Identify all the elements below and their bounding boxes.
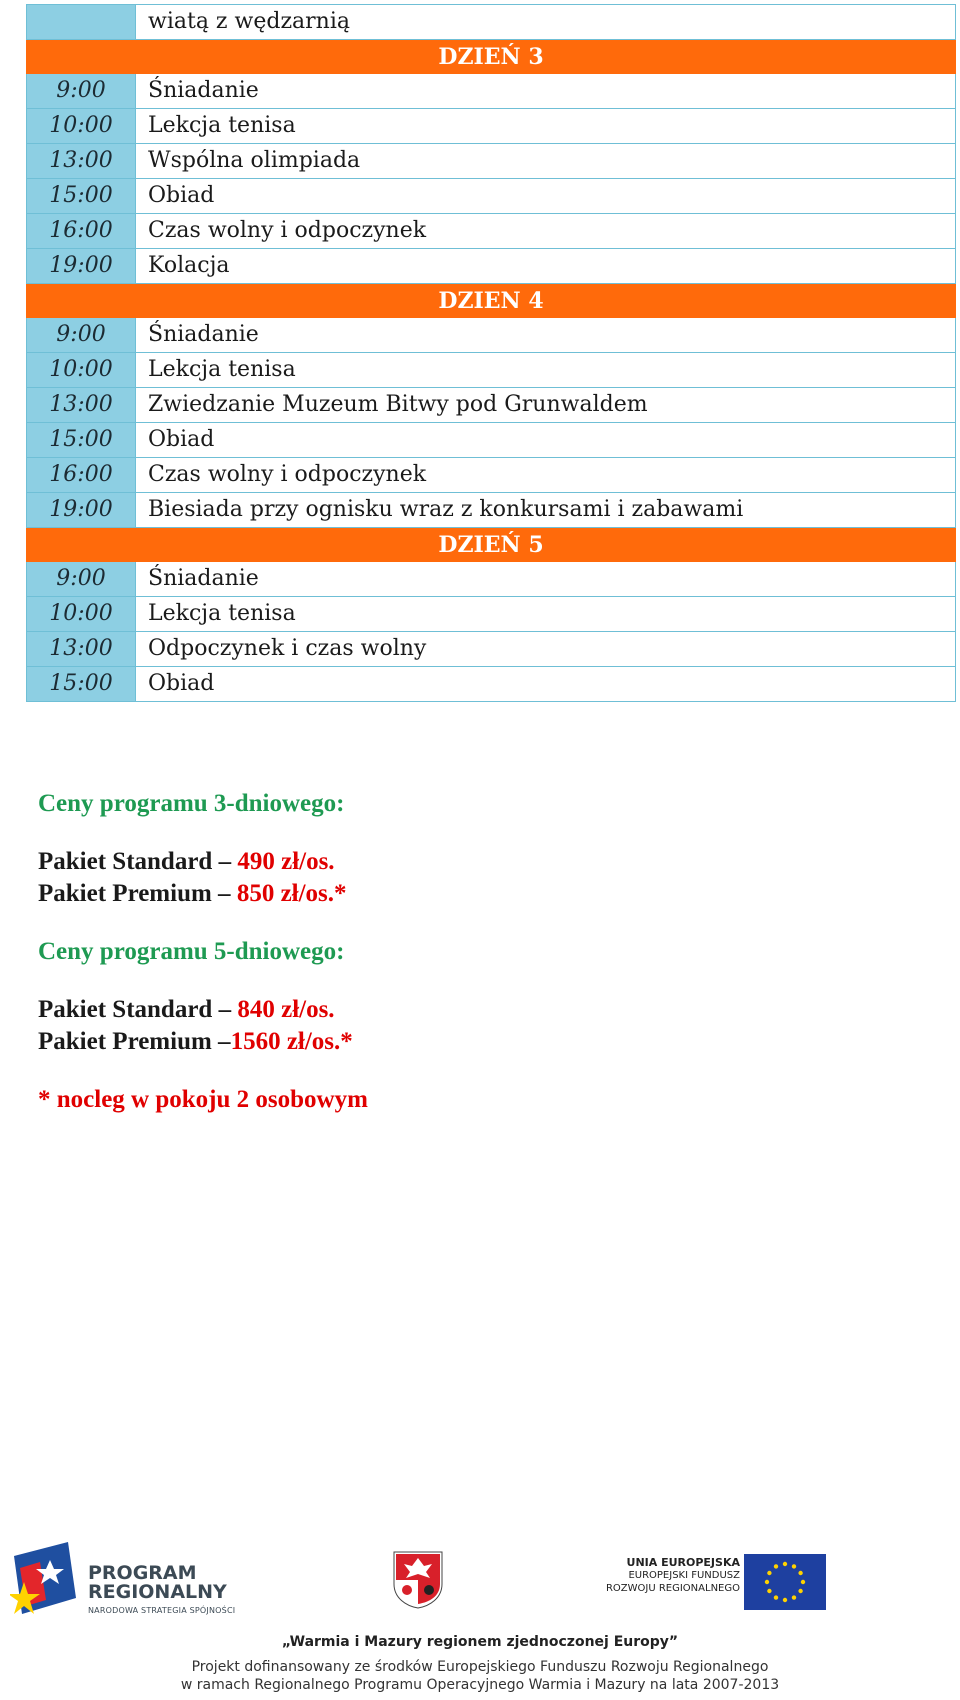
price-heading-3day: Ceny programu 3-dniowego: — [38, 790, 345, 817]
activity-cell: Zwiedzanie Muzeum Bitwy pod Grunwaldem — [136, 388, 956, 423]
time-cell: 9:00 — [27, 74, 136, 109]
cofinancing-line2: w ramach Regionalnego Programu Operacyjnego Warmia i Mazury na lata 2007-2013 — [180, 1677, 780, 1693]
time-cell: 9:00 — [27, 562, 136, 597]
time-cell: 15:00 — [27, 179, 136, 214]
time-cell: 13:00 — [27, 144, 136, 179]
activity-cell: Śniadanie — [136, 318, 956, 353]
cofinancing-line1: Projekt dofinansowany ze środków Europejskiego Funduszu Rozwoju Regionalnego — [191, 1659, 769, 1675]
activity-cell: Obiad — [136, 667, 956, 702]
day-header: DZIEŃ 5 — [27, 528, 956, 562]
day-header-row — [27, 40, 956, 74]
price-value: 850 zł/os.* — [236, 880, 347, 907]
schedule-row — [27, 597, 956, 632]
package-label: Pakiet Standard – — [38, 848, 238, 875]
schedule-row — [27, 667, 956, 702]
day-header-row — [27, 528, 956, 562]
time-cell: 13:00 — [27, 632, 136, 667]
eu-star — [767, 1571, 771, 1575]
schedule-row — [27, 562, 956, 597]
package-label: Pakiet Premium – — [38, 880, 237, 907]
schedule-row — [27, 493, 956, 528]
activity-cell: Biesiada przy ognisku wraz z konkursami i zabawami — [136, 493, 956, 528]
day-header-row — [27, 284, 956, 318]
eu-fund-line1: EUROPEJSKI FUNDUSZ — [628, 1570, 740, 1581]
eu-fund-line2: ROZWOJU REGIONALNEGO — [605, 1583, 740, 1594]
price-premium-3day — [38, 878, 918, 910]
eu-star — [798, 1571, 802, 1575]
program-title-line2: REGIONALNY — [88, 1581, 227, 1603]
eu-fund-text — [600, 1556, 740, 1595]
price-standard-3day — [38, 846, 918, 878]
eu-star — [774, 1564, 778, 1568]
activity-cell: Lekcja tenisa — [136, 109, 956, 144]
eu-star — [798, 1589, 802, 1593]
activity-cell: Śniadanie — [136, 74, 956, 109]
schedule-row — [27, 423, 956, 458]
activity-cell: wiatą z wędzarnią — [136, 5, 956, 40]
time-cell: 16:00 — [27, 214, 136, 249]
activity-cell: Obiad — [136, 179, 956, 214]
time-cell: 15:00 — [27, 667, 136, 702]
activity-cell: Obiad — [136, 423, 956, 458]
schedule-row — [27, 179, 956, 214]
time-cell: 19:00 — [27, 493, 136, 528]
schedule-row — [27, 353, 956, 388]
schedule-body — [27, 5, 956, 702]
price-heading-5day: Ceny programu 5-dniowego: — [38, 938, 345, 965]
schedule-row — [27, 318, 956, 353]
time-cell: 10:00 — [27, 597, 136, 632]
schedule-table — [26, 4, 956, 702]
program-title-line1: PROGRAM — [88, 1562, 197, 1584]
day-header: DZIEŃ 3 — [27, 40, 956, 74]
eu-star — [801, 1580, 805, 1584]
eu-star — [774, 1595, 778, 1599]
package-label: Pakiet Standard – — [38, 996, 238, 1023]
time-cell: 15:00 — [27, 423, 136, 458]
schedule-row — [27, 458, 956, 493]
eu-star — [765, 1580, 769, 1584]
schedule-row — [27, 144, 956, 179]
activity-cell: Czas wolny i odpoczynek — [136, 214, 956, 249]
schedule-row — [27, 109, 956, 144]
eu-flag-icon — [744, 1554, 826, 1610]
region-motto: „Warmia i Mazury regionem zjednoczonej Europy” — [281, 1634, 679, 1650]
time-cell — [27, 5, 136, 40]
time-cell: 9:00 — [27, 318, 136, 353]
eu-star — [767, 1589, 771, 1593]
program-regionalny-title — [88, 1564, 227, 1602]
activity-cell: Czas wolny i odpoczynek — [136, 458, 956, 493]
time-cell: 10:00 — [27, 353, 136, 388]
schedule-row — [27, 388, 956, 423]
day-header: DZIEN 4 — [27, 284, 956, 318]
program-regionalny-star-icon — [10, 1538, 80, 1628]
activity-cell: Śniadanie — [136, 562, 956, 597]
footer — [0, 1530, 960, 1700]
price-value: 490 zł/os. — [237, 848, 335, 875]
cofinancing-note — [0, 1658, 960, 1694]
schedule-row — [27, 74, 956, 109]
eu-title: UNIA EUROPEJSKA — [626, 1556, 740, 1569]
accommodation-footnote: * nocleg w pokoju 2 osobowym — [38, 1086, 368, 1113]
time-cell: 13:00 — [27, 388, 136, 423]
activity-cell: Lekcja tenisa — [136, 353, 956, 388]
warmia-mazury-crest-icon — [392, 1550, 444, 1610]
time-cell: 10:00 — [27, 109, 136, 144]
program-regionalny-logo — [10, 1538, 270, 1628]
activity-cell: Lekcja tenisa — [136, 597, 956, 632]
time-cell: 16:00 — [27, 458, 136, 493]
eu-star — [792, 1595, 796, 1599]
schedule-row — [27, 632, 956, 667]
schedule-row — [27, 249, 956, 284]
eu-star — [792, 1564, 796, 1568]
eu-star — [783, 1598, 787, 1602]
activity-cell: Odpoczynek i czas wolny — [136, 632, 956, 667]
activity-cell: Wspólna olimpiada — [136, 144, 956, 179]
eu-star — [783, 1562, 787, 1566]
time-cell: 19:00 — [27, 249, 136, 284]
package-label: Pakiet Premium – — [38, 1028, 231, 1055]
prices-section — [38, 788, 918, 1116]
schedule-row — [27, 5, 956, 40]
price-premium-5day — [38, 1026, 918, 1058]
price-value: 1560 zł/os.* — [230, 1028, 353, 1055]
program-subtitle: NARODOWA STRATEGIA SPÓJNOŚCI — [88, 1606, 236, 1615]
price-standard-5day — [38, 994, 918, 1026]
schedule-row — [27, 214, 956, 249]
activity-cell: Kolacja — [136, 249, 956, 284]
price-value: 840 zł/os. — [237, 996, 335, 1023]
